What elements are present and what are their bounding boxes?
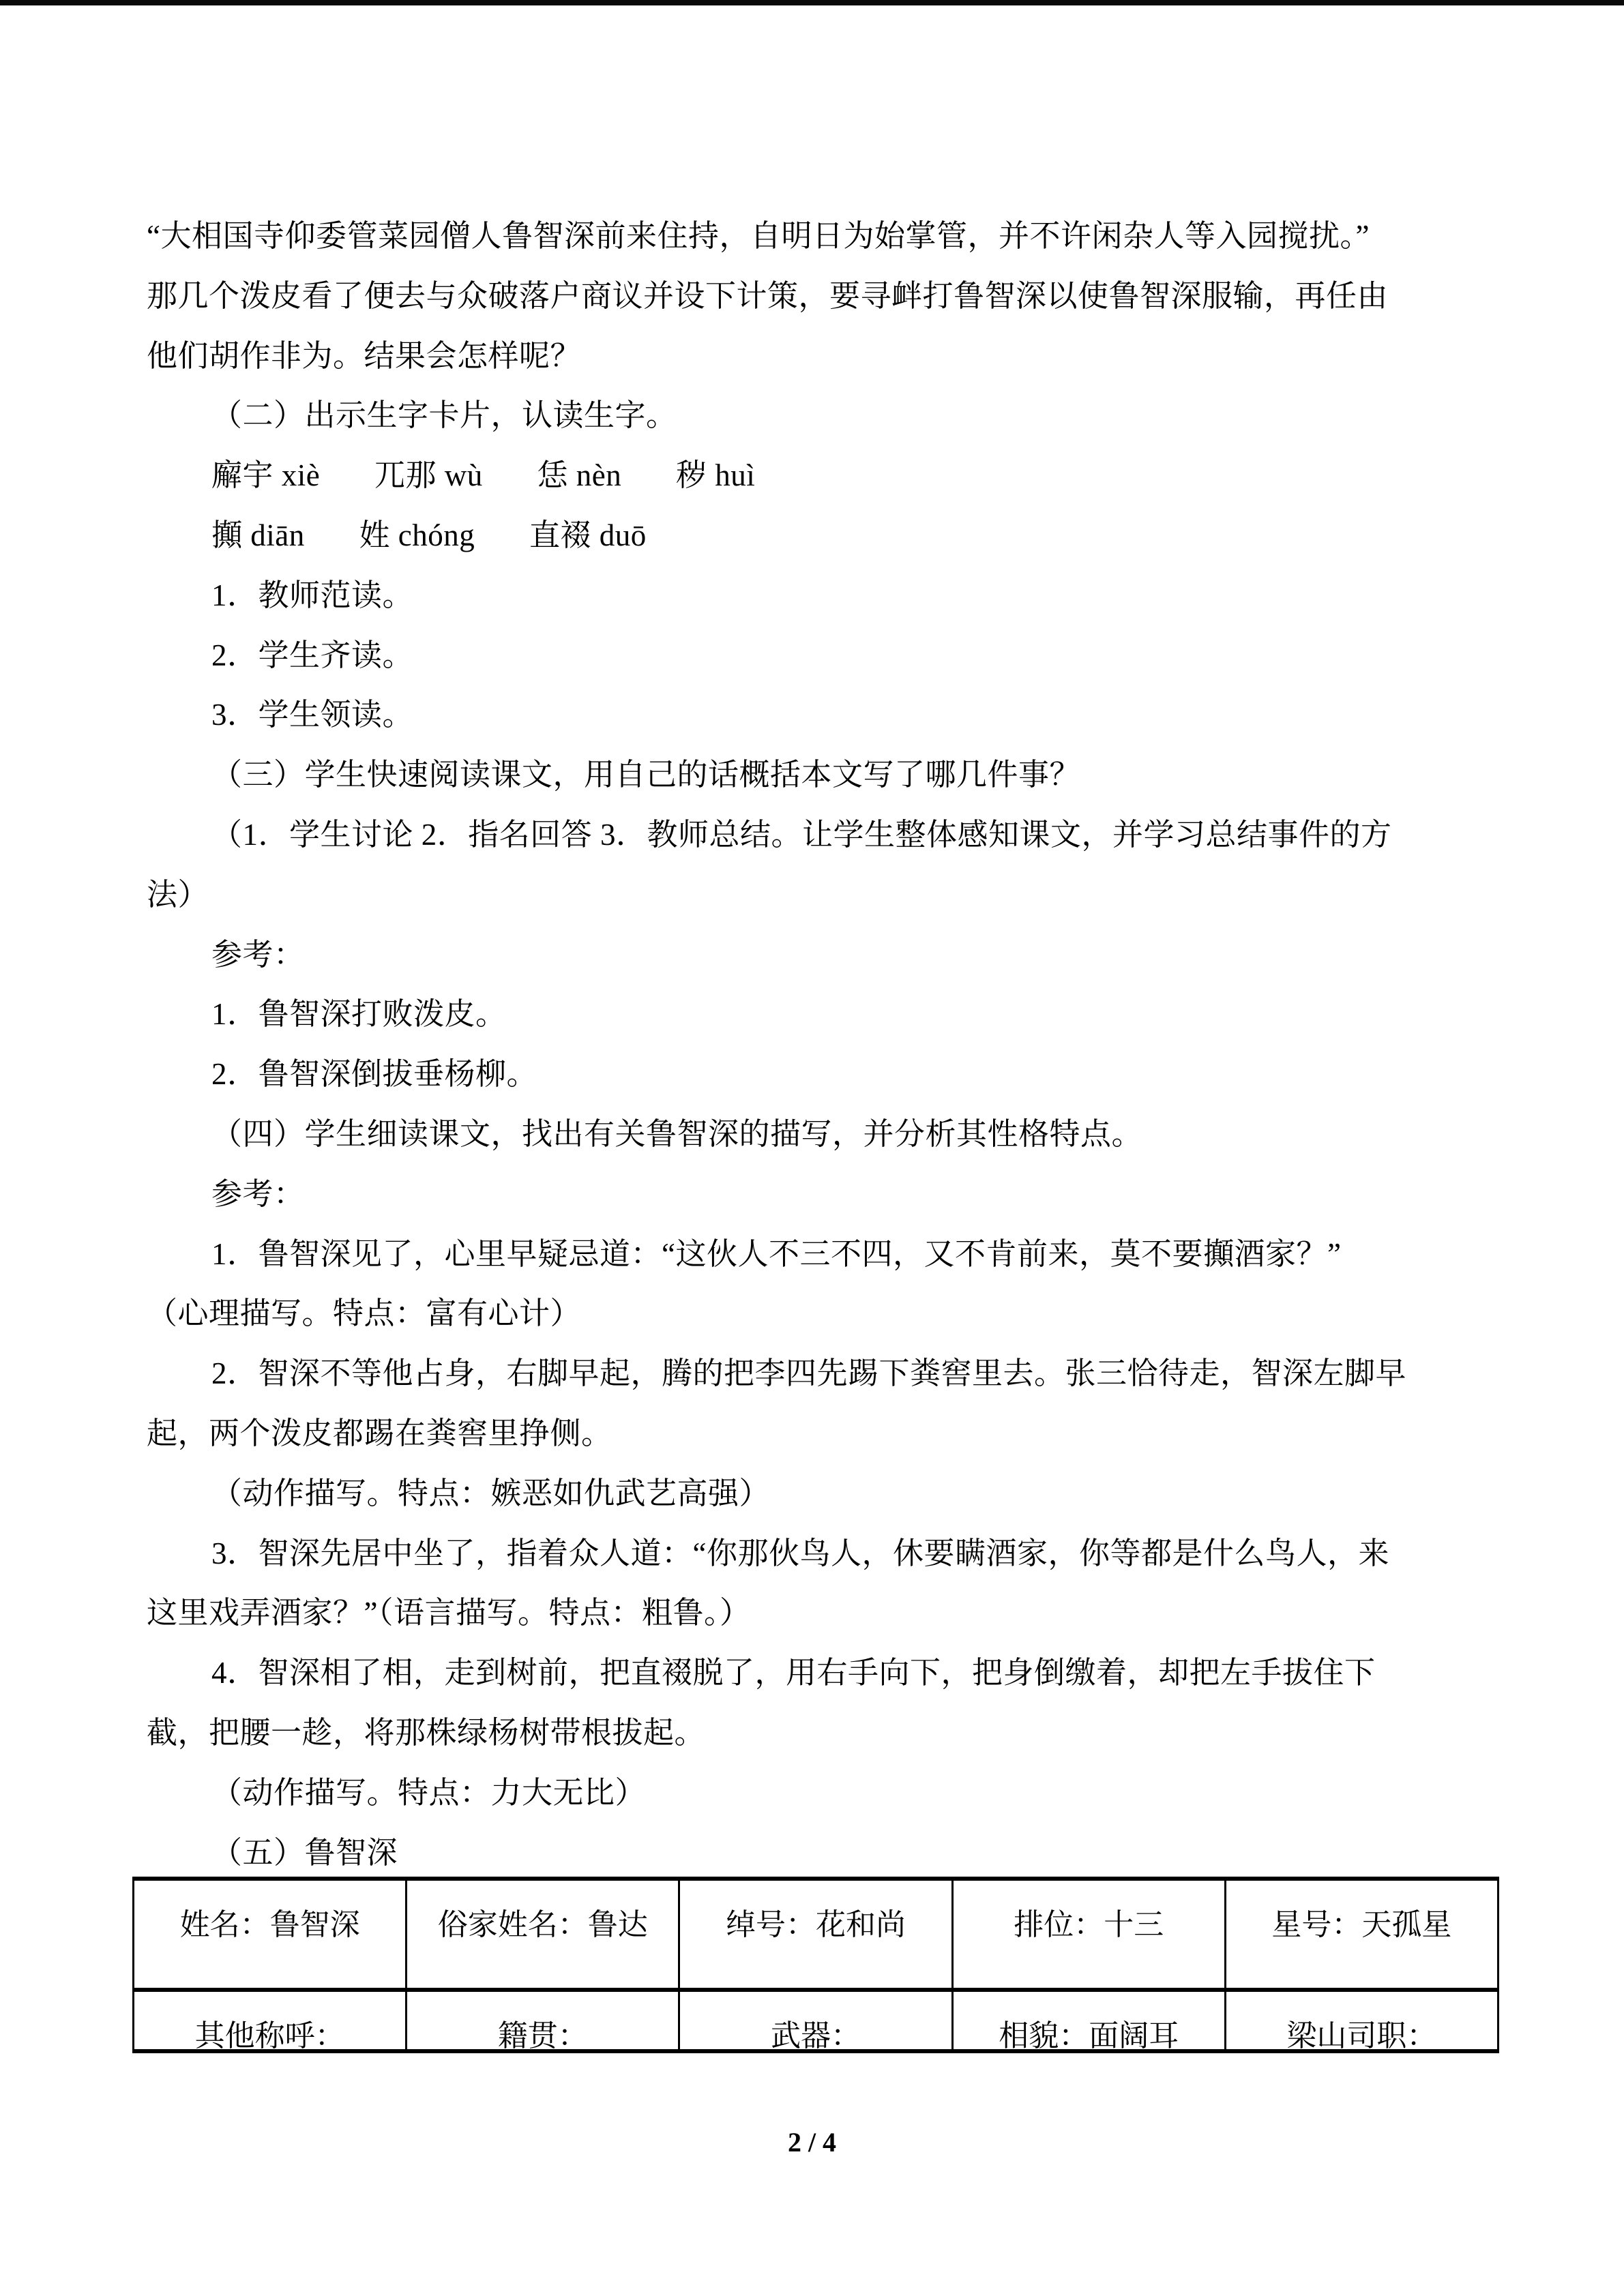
- vocab-line: [147, 506, 1483, 566]
- vocab-term: 攧 diān: [211, 518, 305, 552]
- table-cell-rank: 排位：十三: [954, 1881, 1226, 1988]
- text-line: “大相国寺仰委管菜园僧人鲁智深前来住持，自明日为始掌管，并不许闲杂人等入园搅扰。”: [147, 219, 1370, 253]
- vocab-term: 直裰 duō: [529, 518, 647, 552]
- text-line: 那几个泼皮看了便去与众破落户商议并设下计策，要寻衅打鲁智深以使鲁智深服输，再任由: [147, 278, 1389, 313]
- table-row: [134, 1992, 1497, 2049]
- character-info-table: [132, 1877, 1499, 2053]
- text-line: （三）学生快速阅读课文，用自己的话概括本文写了哪几件事？: [211, 758, 1081, 792]
- text-line: 参考：: [211, 1176, 305, 1211]
- text-line: 1．鲁智深打败泼皮。: [211, 997, 507, 1032]
- text-line: （1．学生讨论 2．指名回答 3．教师总结。让学生整体感知课文，并学习总结事件的方: [211, 817, 1392, 852]
- text-line: 2．鲁智深倒拔垂杨柳。: [211, 1057, 538, 1092]
- table-cell-name: 姓名：鲁智深: [134, 1881, 407, 1988]
- text-line: （动作描写。特点：嫉恶如仇武艺高强）: [211, 1476, 771, 1510]
- text-line: 1．教师范读。: [211, 578, 414, 612]
- text-line: （心理描写。特点：富有心计）: [147, 1296, 582, 1331]
- page-body-text: [147, 207, 1483, 1883]
- table-cell-star: 星号：天孤星: [1271, 1908, 1452, 1941]
- text-line: 参考：: [211, 937, 305, 972]
- vocab-term: 廨宇 xiè: [211, 458, 321, 493]
- table-cell-origin: 籍贯：: [407, 1992, 680, 2049]
- table-cell-appearance: 相貌：面阔耳: [954, 1992, 1226, 2049]
- text-line: 他们胡作非为。结果会怎样呢？: [147, 338, 582, 373]
- vocab-term: 秽 huì: [675, 458, 756, 493]
- text-line: （五）鲁智深: [211, 1835, 398, 1870]
- text-line: （二）出示生字卡片，认读生字。: [211, 398, 677, 433]
- text-line: （动作描写。特点：力大无比）: [211, 1775, 647, 1810]
- table-cell-liangshan-role: 梁山司职：: [1286, 2019, 1437, 2049]
- vocab-term: 恁 nèn: [537, 458, 622, 493]
- text-line: 法）: [147, 877, 209, 912]
- vocab-term: 兀那 wù: [374, 458, 483, 493]
- text-line: 2．智深不等他占身，右脚早起，腾的把李四先踢下粪窖里去。张三恰待走，智深左脚早: [211, 1356, 1407, 1391]
- text-line: 起，两个泼皮都踢在粪窖里挣侧。: [147, 1416, 612, 1450]
- table-cell-weapon: 武器：: [680, 1992, 953, 2049]
- text-line: 3．学生领读。: [211, 698, 414, 732]
- text-line: 1．鲁智深见了，心里早疑忌道：“这伙人不三不四，又不肯前来，莫不要攧酒家？”: [211, 1236, 1342, 1271]
- table-cell-nickname: 绰号：花和尚: [680, 1881, 953, 1988]
- page-number: 2 / 4: [787, 2127, 837, 2158]
- text-line: 2．学生齐读。: [211, 638, 414, 672]
- text-line: （四）学生细读课文，找出有关鲁智深的描写，并分析其性格特点。: [211, 1116, 1143, 1151]
- page-top-border: [0, 0, 1624, 5]
- table-row: [134, 1881, 1497, 1992]
- text-line: 这里戏弄酒家？”（语言描写。特点：粗鲁。）: [147, 1596, 751, 1630]
- text-line: 截，把腰一趁，将那株绿杨树带根拔起。: [147, 1715, 706, 1750]
- text-line: 4．智深相了相，走到树前，把直裰脱了，用右手向下，把身倒缴着，却把左手拔住下: [211, 1656, 1376, 1690]
- table-cell-secular-name: 俗家姓名：鲁达: [407, 1881, 680, 1988]
- table-cell-other-names: 其他称呼：: [134, 1992, 407, 2049]
- text-line: 3．智深先居中坐了，指着众人道：“你那伙鸟人，休要瞒酒家，你等都是什么鸟人，来: [211, 1536, 1389, 1570]
- vocab-term: 姓 chóng: [359, 518, 475, 552]
- vocab-line: [147, 446, 1483, 506]
